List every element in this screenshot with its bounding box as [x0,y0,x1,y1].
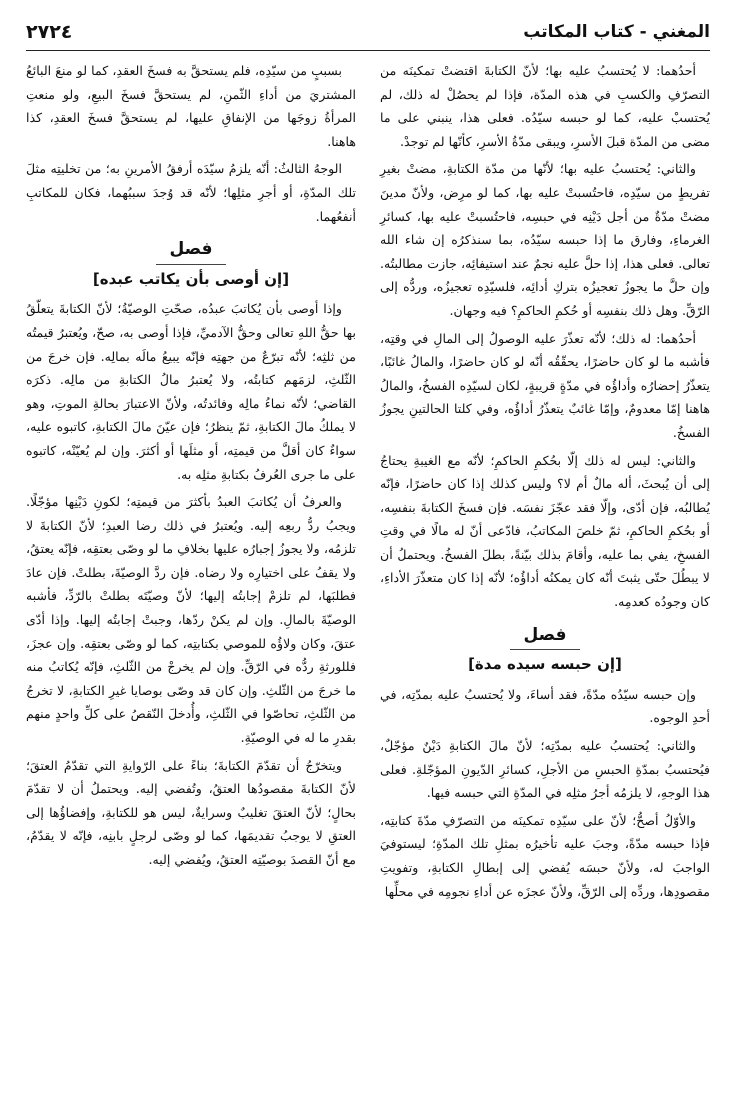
paragraph: وإن حبسه سيّدُه مدّةً، فقد أساءَ، ولا يُحتسبُ عليه بمدّتِه، في أحدِ الوجوه. [380,686,710,726]
section-divider [380,649,710,650]
paragraph: وإذا أوصى بأن يُكاتبَ عبدُه، صحّتِ الوصيّةُ؛ لأنّ الكتابةَ يتعلّقُ بها حقُّ اللهِ تعالى وحقُّ الآدميِّ، فإذا أوصى به، صحّ، ويُعتبرُ قيمتُه من ثلثِه؛ لأنّه تبرّعٌ من جهتِه فإنّه يبيعُ مالَه بمالِه. فإن خرجَ من الثّلثِ، لزمَهم كتابتُه، ولا يُعتبرُ مالُ الكتابةِ من مالِه. ذكرَه القاضي؛ لأنّه نماءُ مالِه وفائدتُه، ولأنّ الاعتبارَ بحالةِ الموتِ، وهو لا يملكُ مالَ الكتابةِ، ثمّ ينظرُ؛ فإن عيّنَ مالَ الكتابةِ، كاتبوه عليه، سواءٌ كان أقلَّ من قيمتِه، أو مثلَها أو أكثرَ. وإن لم يُعيّنْه، كاتبوه على ما جرى العُرفُ بكتابةِ مثلِه به. [26,301,356,482]
page-number: ٢٧٢٤ [26,21,73,43]
paragraph: والثاني: يُحتسبُ عليه بمدّتِه؛ لأنّ مالَ الكتابةِ دَيْنٌ مؤجّلٌ، فيُحتسبُ بمدّةِ الحبسِ من الأجلِ، كسائرِ الدّيونِ المؤجّلةِ. فعلى هذا الوجهِ، لا يلزمُه أجرُ مثلِه في المدّةِ التي حبسه فيها. [380,738,710,801]
paragraph: ويتخرّجُ أن تقدّمَ الكتابةَ؛ بناءً على الرّوايةِ التي تقدّمُ العتقَ؛ لأنّ الكتابةَ مقصودُها العتقُ، وتُفضي إليه. ويحتملُ أن لا تقدّمَ بحالٍ؛ لأنّ العتقَ تغليبٌ وسرايةٌ، ليس هو للكتابةِ، وإفضاؤُها إلى العتقِ لا يوجبُ تقديمَها، كما لو وصّى لرجلٍ بابنِه، فإنّه لا يقدّمُ، مع أنّ القصدَ بوصيّتِه العتقُ، ويُفضي إليه. [26,757,356,867]
section-heading: فصل [523,624,567,645]
paragraph: والثاني: يُحتسبُ عليه بها؛ لأنّها من مدّة الكتابةِ، مضتْ بغيرِ تفريطٍ من سيّدِه، فاحتُسبتْ عليه بها، كما لو مرِض، ولأنّ مدينَ مضتْ مدّةٌ من أجل دَيْنِه في حبسِه، فاحتُسبتْ عليه بها، كسائرِ الغرماءِ، وفارق ما إذا حبسه سيّدُه، بما سنذكرُه إن شاء الله تعالى. فعلى هذا، إذا حلَّ عليه نجمٌ عند استيفائِه، جازت مطالبتُه. وإن حلَّ ما يجوزُ تعجيزُه بتركِ أدائِه، فلسيّدِه تعجيزُه، وردُّه إلى الرّقِّ. وهل ذلك بنفسِه أو حُكمِ الحاكمِ؟ فيه وجهان. [380,161,710,318]
section-divider [26,264,356,265]
right-column [380,59,710,907]
text-columns [26,59,710,907]
paragraph: والأوّلُ أصحُّ؛ لأنّ على سيّدِه تمكينَه من التصرّفِ مدّةَ كتابتِه، فإذا حبسه مدّةً، وجبَ عليه تأخيرُه بمثلِ تلك المدّةِ؛ ليستوفيَ الواجبَ له، ولأنّ حبسَه يُفضي إلى إبطالِ الكتابةِ، وتفويتِ مقصودِها، وردِّه إلى الرّقِّ، ولأنّ عجزَه عن أداءِ نجومِه في محلِّها [380,812,710,899]
paragraph: أحدُهما: لا يُحتسبُ عليه بها؛ لأنّ الكتابةَ اقتضتْ تمكينَه من التصرّفِ والكسبِ في هذه المدّة، فإذا لم يحصُلْ له ذلك، لم يُحتسبْ عليه، كما لو حبسه سيّدُه. فعلى هذا، ينبني على ما مضى من المدّة قبلَ الأسرِ، ويبقى مدّةُ الأسرِ، كأنّها لم توجدْ. [380,63,710,149]
paragraph: والعرفُ أن يُكاتبَ العبدُ بأكثرَ من قيمتِه؛ لكونِ دَيْنِها مؤجّلًا. ويجبُ ردُّ ربعِه إليه. ويُعتبرُ في ذلك رضا العبدِ؛ لأنّ الكتابةَ لا تلزمُه، ولا يجوزُ إجبارُه عليها بخلافِ ما لو وصّى بعتقِه، فإنّه يعتقُ، ولا يقفُ على اختيارِه ولا رضاه. فإن ردَّ الوصيّةَ، بطلتْ. فإن عادَ فطلبَها، لم تلزمْ إجابتُه إليها؛ لأنّ وصيّتَه بطلتْ بالرّدِّ، فأشبه الوصيّةَ بالمالِ. وإن لم يكنْ ردّها، وجبتْ إجابتُه إليها. وإذا أدّى عتقَ، وكان ولاؤُه للموصي بكتابتِه، كما لو وصّى بعتقِه. وإن عجزَ، فللورثةِ ردُّه في الرّقِّ. وإن لم يخرجْ من الثّلثِ، فإنّه يُكاتبُ منه ما خرجَ من الثّلثِ. وإن كان قد وصّى بوصايا غيرِ الكتابةِ، لا تخرجُ من الثّلثِ، تحاصّوا في الثّلثِ، وأُدخلَ النّقصُ على كلِّ واحدٍ منهم بقدرِ ما له في الوصيّةِ. [26,494,356,746]
page-header [26,14,710,51]
left-column [26,59,356,907]
section-heading: فصل [169,239,213,260]
section-subheading: [إن حبسه سيده مدة] [468,655,622,674]
running-title: المغني - كتاب المكاتب [523,22,710,42]
paragraph: أحدُهما: له ذلك؛ لأنّه تعذّرَ عليه الوصولُ إلى المالِ في وقتِه، فأشبه ما لو كان حاضرًا، يحقّقُه أنّه لو كان حاضرًا، والمالُ غائبًا، يتعذّرُ إحضارُه وأداؤُه في مدّةٍ قريبةٍ، لكان لسيّدِه الفسخُ، والمالُ هاهنا إمّا معدومٌ، وإمّا غائبٌ يتعذّرُ أداؤُه، وفي كلتا الحالتينِ يجوزُ الفسخُ. [380,330,710,440]
section-subheading: [إن أوصى بأن يكاتب عبده] [92,269,290,288]
paragraph: الوجهُ الثالثُ: أنّه يلزمُ سيّدَه أرفقُ الأمرينِ به؛ من تخليتِه مثلَ تلك المدّةِ، أو أجرِ مثلِها؛ لأنّه قد وُجدَ سببُهما، فكان للمكاتبِ أنفعُهما. [26,161,356,224]
paragraph: والثاني: ليس له ذلك إلّا بحُكمِ الحاكمِ؛ لأنّه مع الغيبةِ يحتاجُ إلى أن يُبحثَ، أله مالٌ أم لا؟ وليس كذلك إذا كان حاضرًا، فإنّه يُطالبُه، فإن أدّى، وإلّا فقد عجّزَ نفسَه. فإن فسخَ الكتابةَ بنفسِه، أو بحُكمِ الحاكمِ، ثمّ خلصَ المكاتبُ، فادّعى أنّ له مالًا في وقتِ الفسخِ، يفي بما عليه، وأقامَ بذلك بيّنةً، بطلَ الفسخُ. ويحتملُ أن لا يبطُلَ حتّى يثبتَ أنّه كان يمكنُه أداؤُه؛ لأنّه إذا كان متعذّرَ الأداءِ، كان وجودُه كعدمِه. [380,452,710,610]
paragraph: بسببٍ من سيّدِه، فلم يستحقَّ به فسخَ العقدِ، كما لو منعَ البائعُ المشتريَ من أداءِ الثّمنِ، لم يستحقَّ فسخَ البيعِ، ولو منعتِ المرأةُ زوجَها من الإنفاقِ عليها، لم يستحقَّ فسخَ العقدِ، كذا هاهنا. [26,63,356,149]
